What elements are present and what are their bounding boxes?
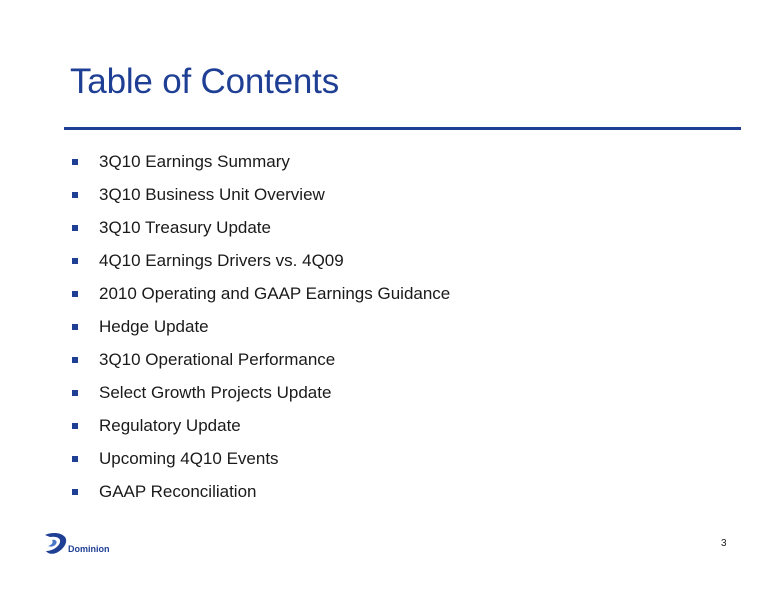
slide-title: Table of Contents xyxy=(70,62,339,101)
contents-list xyxy=(72,145,450,508)
list-item-label: Select Growth Projects Update xyxy=(99,382,332,402)
bullet-square-icon xyxy=(72,159,78,165)
list-item-label: 3Q10 Business Unit Overview xyxy=(99,184,325,204)
list-item-label: Hedge Update xyxy=(99,316,209,336)
bullet-square-icon xyxy=(72,489,78,495)
bullet-square-icon xyxy=(72,258,78,264)
page-number: 3 xyxy=(721,538,727,549)
list-item xyxy=(72,178,450,211)
logo-wordmark: Dominion xyxy=(68,544,110,554)
bullet-square-icon xyxy=(72,225,78,231)
bullet-square-icon xyxy=(72,423,78,429)
list-item xyxy=(72,475,450,508)
list-item-label: 3Q10 Treasury Update xyxy=(99,217,271,237)
dominion-logo xyxy=(43,531,123,557)
list-item xyxy=(72,442,450,475)
list-item xyxy=(72,343,450,376)
bullet-square-icon xyxy=(72,390,78,396)
list-item xyxy=(72,409,450,442)
list-item xyxy=(72,310,450,343)
list-item-label: 4Q10 Earnings Drivers vs. 4Q09 xyxy=(99,250,344,270)
list-item-label: 3Q10 Operational Performance xyxy=(99,349,336,369)
list-item xyxy=(72,145,450,178)
list-item xyxy=(72,211,450,244)
list-item-label: 3Q10 Earnings Summary xyxy=(99,151,290,171)
list-item xyxy=(72,244,450,277)
bullet-square-icon xyxy=(72,192,78,198)
bullet-square-icon xyxy=(72,456,78,462)
title-divider xyxy=(64,127,741,130)
list-item-label: GAAP Reconciliation xyxy=(99,481,257,501)
list-item xyxy=(72,277,450,310)
bullet-square-icon xyxy=(72,357,78,363)
list-item-label: 2010 Operating and GAAP Earnings Guidance xyxy=(99,283,451,303)
list-item-label: Regulatory Update xyxy=(99,415,241,435)
list-item-label: Upcoming 4Q10 Events xyxy=(99,448,279,468)
list-item xyxy=(72,376,450,409)
bullet-square-icon xyxy=(72,291,78,297)
bullet-square-icon xyxy=(72,324,78,330)
